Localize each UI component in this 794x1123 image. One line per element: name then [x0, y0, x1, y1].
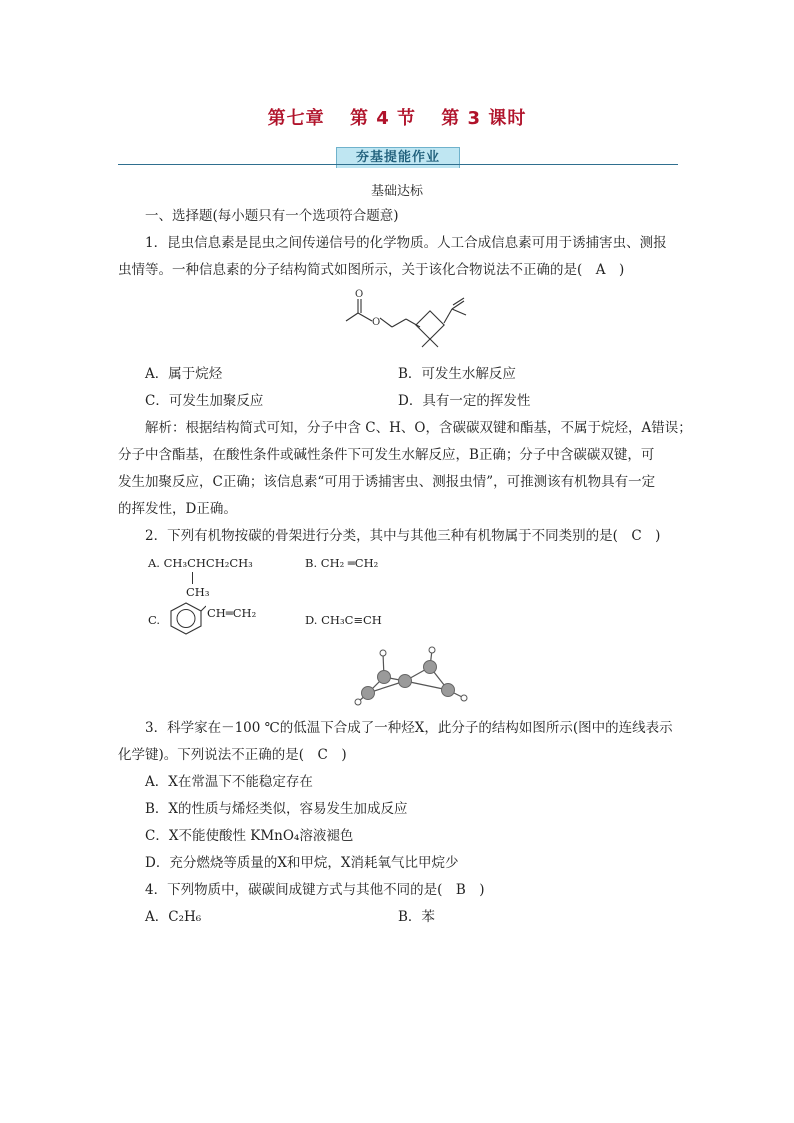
q1-stem-line2: 虫情等。一种信息素的分子结构简式如图所示，关于该化合物说法不正确的是( A ): [118, 262, 625, 278]
q3-option-b: B．X的性质与烯烃类似，容易发生加成反应: [145, 801, 408, 817]
q1-carbonyl-o: O: [355, 289, 364, 300]
title-lesson: 第 3 课时: [441, 108, 527, 129]
q3-option-d: D．充分燃烧等质量的X和甲烷，X消耗氧气比甲烷少: [145, 855, 459, 871]
title-section: 第 4 节: [349, 108, 416, 129]
q4-option-b: B．苯: [398, 909, 435, 925]
q2-option-c-formula: CH═CH₂: [207, 606, 257, 620]
q3-stem-line1: 3．科学家在－100 ℃的低温下合成了一种烃X，此分子的结构如图所示(图中的连线表示: [145, 720, 673, 736]
header-divider: [118, 164, 678, 165]
q1-option-a: A．属于烷烃: [145, 366, 223, 382]
q1-pheromone-structure: [340, 285, 480, 351]
q1-option-d: D．具有一定的挥发性: [398, 393, 531, 409]
q2-option-a: [148, 553, 253, 573]
q1-analysis-line2: 分子中含酯基，在酸性条件或碱性条件下可发生水解反应，B正确；分子中含碳碳双键，可: [118, 447, 655, 463]
q2-option-b-prefix: B.: [305, 556, 318, 570]
q1-option-c: C．可发生加聚反应: [145, 393, 264, 409]
q1-stem-line1: 1．昆虫信息素是昆虫之间传递信号的化学物质。人工合成信息素可用于诱捕害虫、测报: [145, 235, 667, 251]
q1-analysis-line1: 解析：根据结构简式可知，分子中含 C、H、O，含碳碳双键和酯基，不属于烷烃，A错误；: [145, 420, 692, 436]
q2-option-d-formula: CH₃C≡CH: [321, 613, 382, 627]
q1-option-b: B．可发生水解反应: [398, 366, 516, 382]
q1-analysis-line3: 发生加聚反应，C正确；该信息素“可用于诱捕害虫、测报虫情”，可推测该有机物具有一定: [118, 474, 656, 490]
q2-option-d: [305, 610, 382, 630]
q4-stem: 4．下列物质中，碳碳间成键方式与其他不同的是( B ): [145, 882, 485, 898]
q2-benzene-ring-icon: [166, 600, 206, 636]
q3-option-a: A．X在常温下不能稳定存在: [145, 774, 313, 790]
q2-option-c-prefix: C.: [148, 613, 161, 627]
section-heading: 一、选择题(每小题只有一个选项符合题意): [145, 208, 399, 224]
subtitle: 基础达标: [370, 184, 423, 199]
section-banner: 夯基提能作业: [336, 147, 460, 168]
q2-option-a-prefix: A.: [148, 556, 160, 570]
q2-option-a-branch: CH₃: [186, 585, 210, 599]
page-title: [0, 104, 794, 130]
q2-option-b: [305, 553, 378, 573]
q1-ester-o: O: [372, 317, 381, 328]
q1-analysis-line4: 的挥发性，D正确。: [118, 501, 237, 517]
q2-stem: 2．下列有机物按碳的骨架进行分类，其中与其他三种有机物属于不同类别的是( C ): [145, 528, 661, 544]
q2-option-a-formula: CH₃CHCH₂CH₃: [163, 556, 253, 570]
q3-stem-line2: 化学键)。下列说法不正确的是( C ): [118, 747, 347, 763]
q3-molecule-x-model: [350, 645, 475, 707]
q3-option-c: C．X不能使酸性 KMnO₄溶液褪色: [145, 828, 354, 844]
q2-option-d-prefix: D.: [305, 613, 318, 627]
q4-option-a: A．C₂H₆: [145, 909, 202, 925]
q2-option-b-formula: CH₂ ═CH₂: [320, 556, 379, 570]
title-chapter: 第七章: [267, 108, 325, 129]
